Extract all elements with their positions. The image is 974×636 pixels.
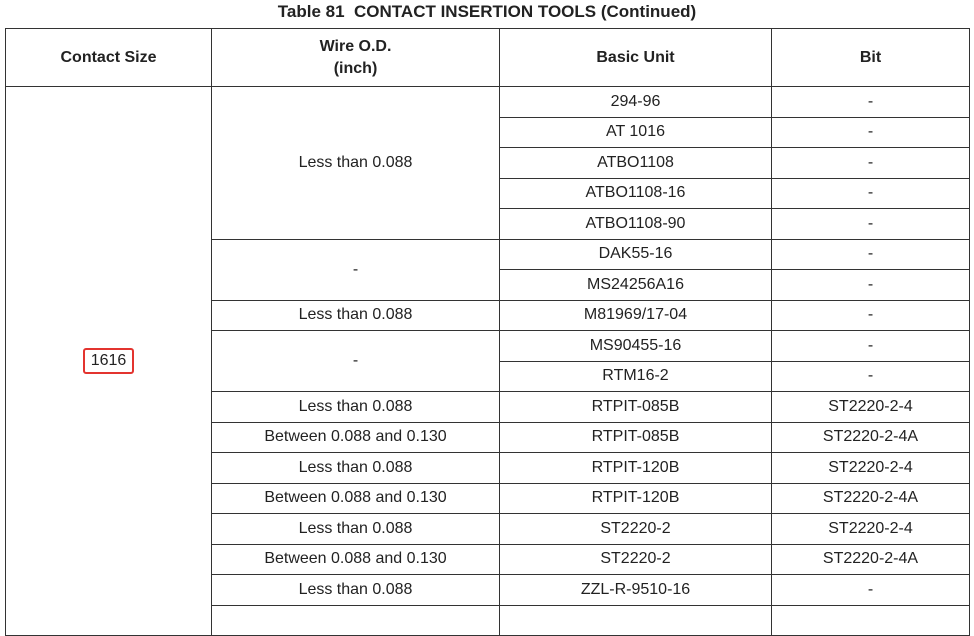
bit-cell: -: [772, 87, 970, 118]
header-wire-od-line1: Wire O.D.: [319, 37, 392, 55]
wire-od-cell: Less than 0.088: [212, 392, 500, 423]
wire-od-cell: -: [212, 239, 500, 300]
highlighted-contact-size: 1616: [83, 348, 135, 374]
wire-od-cell: Less than 0.088: [212, 453, 500, 484]
header-basic-unit: Basic Unit: [500, 29, 772, 87]
wire-od-cell: Between 0.088 and 0.130: [212, 544, 500, 575]
bit-cell: -: [772, 331, 970, 362]
bit-cell: -: [772, 575, 970, 606]
bit-cell: -: [772, 209, 970, 240]
basic-unit-cell: 294-96: [500, 87, 772, 118]
basic-unit-cell: ATBO1108-16: [500, 178, 772, 209]
wire-od-cell: Less than 0.088: [212, 300, 500, 331]
basic-unit-cell: RTPIT-085B: [500, 392, 772, 423]
wire-od-cell: Between 0.088 and 0.130: [212, 422, 500, 453]
bit-cell: -: [772, 300, 970, 331]
bit-cell: ST2220-2-4A: [772, 544, 970, 575]
bit-cell: ST2220-2-4: [772, 514, 970, 545]
bit-cell: -: [772, 239, 970, 270]
header-wire-od-line2: (inch): [333, 59, 378, 77]
contact-insertion-tools-table: [5, 28, 970, 636]
basic-unit-cell: ST2220-2: [500, 544, 772, 575]
bit-cell: -: [772, 270, 970, 301]
header-bit: Bit: [772, 29, 970, 87]
bit-cell: ST2220-2-4: [772, 392, 970, 423]
wire-od-cell: Less than 0.088: [212, 87, 500, 240]
basic-unit-cell: MS90455-16: [500, 331, 772, 362]
basic-unit-cell: ZZL-R-9510-16: [500, 575, 772, 606]
bit-cell: ST2220-2-4A: [772, 422, 970, 453]
basic-unit-cell: ATBO1108: [500, 148, 772, 179]
basic-unit-cell: RTPIT-120B: [500, 483, 772, 514]
basic-unit-cell: DAK55-16: [500, 239, 772, 270]
contact-size-cell: [6, 87, 212, 636]
basic-unit-cell: M81969/17-04: [500, 300, 772, 331]
bit-cell: ST2220-2-4A: [772, 483, 970, 514]
basic-unit-cell: RTPIT-120B: [500, 453, 772, 484]
table-title: Table 81 CONTACT INSERTION TOOLS (Continued): [277, 2, 697, 21]
wire-od-cell: Between 0.088 and 0.130: [212, 483, 500, 514]
bit-cell: -: [772, 361, 970, 392]
table-row: [6, 87, 970, 118]
header-contact-size: Contact Size: [6, 29, 212, 87]
basic-unit-cell: RTM16-2: [500, 361, 772, 392]
bit-cell: -: [772, 117, 970, 148]
bit-cell: ST2220-2-4: [772, 453, 970, 484]
basic-unit-cell: MS24256A16: [500, 270, 772, 301]
basic-unit-cell: AT 1016: [500, 117, 772, 148]
bit-cell: -: [772, 178, 970, 209]
header-row: [6, 29, 970, 87]
wire-od-cell: Less than 0.088: [212, 514, 500, 545]
basic-unit-cell: ST2220-2: [500, 514, 772, 545]
basic-unit-cell: ATBO1108-90: [500, 209, 772, 240]
wire-od-cell: -: [212, 331, 500, 392]
wire-od-cell: Less than 0.088: [212, 575, 500, 606]
bit-cell: -: [772, 148, 970, 179]
header-wire-od: [212, 29, 500, 87]
basic-unit-cell: RTPIT-085B: [500, 422, 772, 453]
